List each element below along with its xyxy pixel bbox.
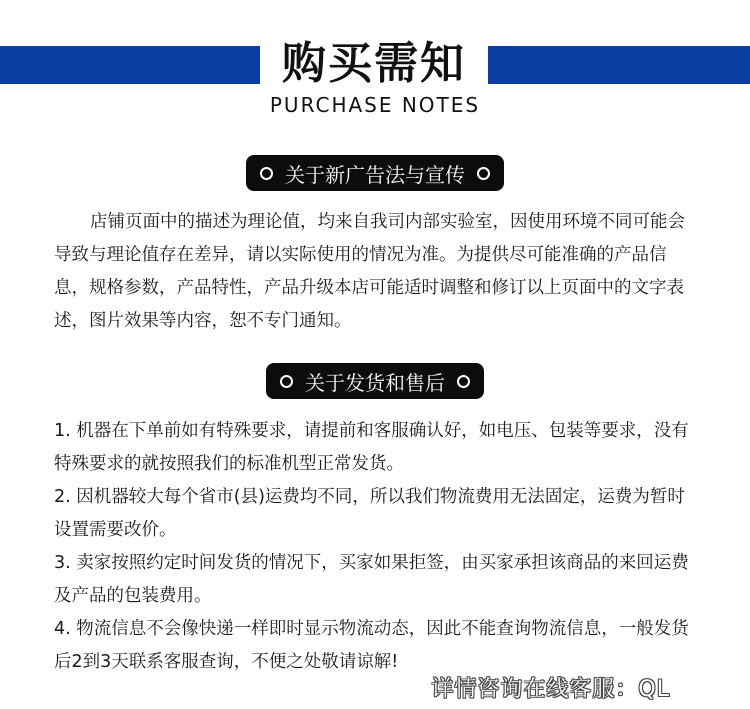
page-title: 购买需知 — [282, 38, 466, 89]
list-item: 4. 物流信息不会像快递一样即时显示物流动态，因此不能查询物流信息，一般发货后2到3天联系客服查询，不便之处敬请谅解! — [54, 619, 689, 672]
list-item: 3. 卖家按照约定时间发货的情况下，买家如果拒签，由买家承担该商品的来回运费及产品的包装费用。 — [54, 553, 689, 606]
page-subtitle: PURCHASE NOTES — [269, 93, 481, 117]
section-heading-shipping — [266, 363, 484, 399]
section-heading-label: 关于发货和售后 — [305, 370, 445, 395]
header-bar-right — [488, 46, 750, 84]
section-heading-label: 关于新广告法与宣传 — [285, 162, 465, 187]
circle-icon — [457, 375, 470, 388]
list-item: 2. 因机器较大每个省市(县)运费均不同，所以我们物流费用无法固定，运费为暂时设置需要改价。 — [54, 487, 685, 540]
customer-service-note: 详情咨询在线客服：QL — [431, 677, 670, 702]
circle-icon — [260, 167, 273, 180]
list-item: 1. 机器在下单前如有特殊要求，请提前和客服确认好，如电压、包装等要求，没有特殊要求的就按照我们的标准机型正常发货。 — [54, 421, 689, 474]
shipping-notes-list — [54, 415, 700, 679]
circle-icon — [280, 375, 293, 388]
circle-icon — [477, 167, 490, 180]
section-heading-ad-law — [246, 155, 504, 191]
header-bar-left — [0, 46, 260, 84]
section-body-ad-law: 店铺页面中的描述为理论值，均来自我司内部实验室，因使用环境不同可能会导致与理论值存在差异，请以实际使用的情况为准。为提供尽可能准确的产品信息，规格参数，产品特性，产品升级本店可能适时调整和修订以上页面中的文字表述，图片效果等内容，恕不专门通知。 — [54, 212, 685, 331]
